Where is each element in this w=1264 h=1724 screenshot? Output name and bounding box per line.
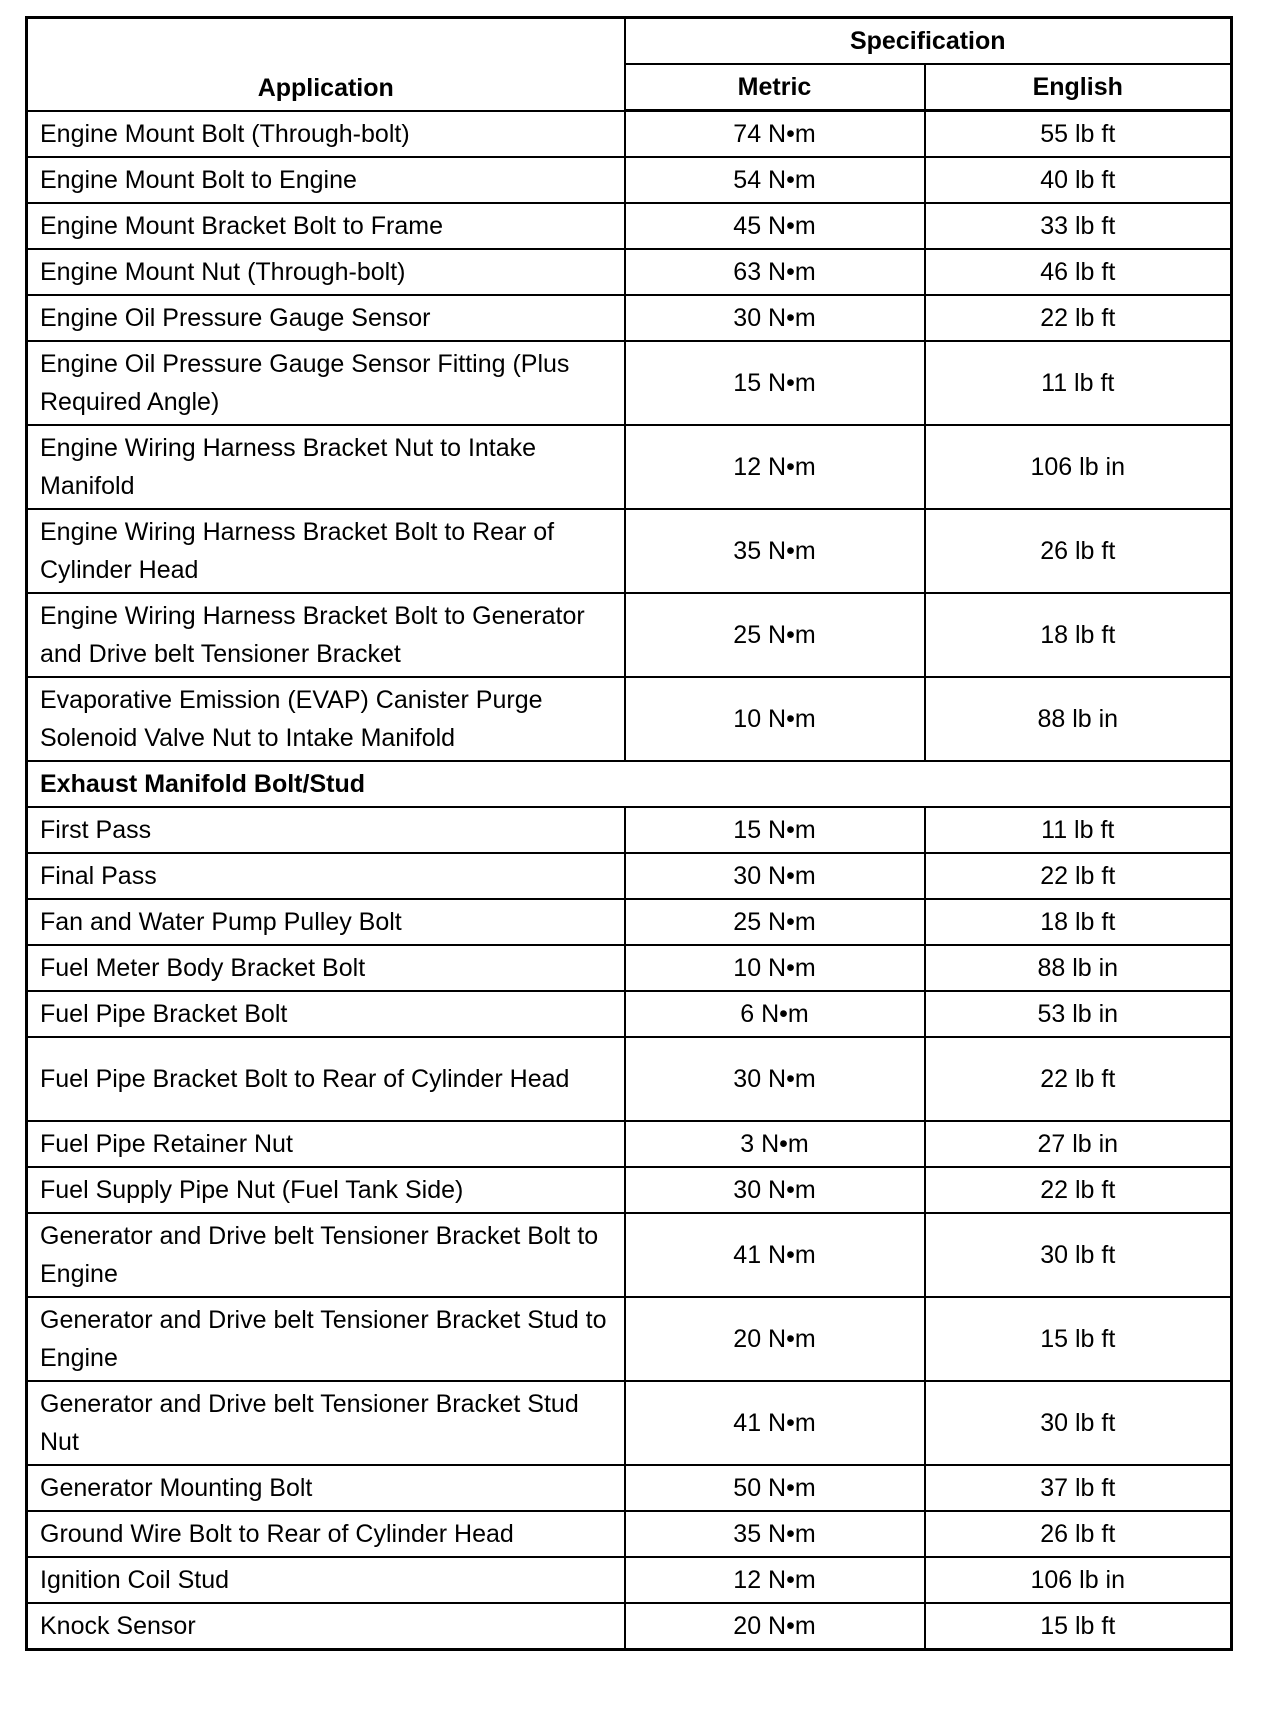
header-row: [27, 18, 1232, 65]
application-cell: First Pass: [27, 807, 625, 853]
english-header: English: [925, 64, 1232, 111]
english-cell: 46 lb ft: [925, 249, 1232, 295]
table-row: [27, 1557, 1232, 1603]
metric-cell: 20 N•m: [625, 1297, 925, 1381]
english-cell: 22 lb ft: [925, 1167, 1232, 1213]
specification-header: Specification: [625, 18, 1232, 65]
application-cell: Fan and Water Pump Pulley Bolt: [27, 899, 625, 945]
table-row: [27, 677, 1232, 761]
metric-cell: 3 N•m: [625, 1121, 925, 1167]
english-cell: 26 lb ft: [925, 1511, 1232, 1557]
application-cell: Fuel Pipe Retainer Nut: [27, 1121, 625, 1167]
table-body: [27, 111, 1232, 1650]
application-cell: Engine Oil Pressure Gauge Sensor: [27, 295, 625, 341]
application-cell: Engine Wiring Harness Bracket Bolt to Generator and Drive belt Tensioner Bracket: [27, 593, 625, 677]
application-cell: Fuel Meter Body Bracket Bolt: [27, 945, 625, 991]
table-row: [27, 1037, 1232, 1121]
metric-cell: 41 N•m: [625, 1213, 925, 1297]
table-row: [27, 1167, 1232, 1213]
english-cell: 55 lb ft: [925, 111, 1232, 158]
application-cell: Engine Oil Pressure Gauge Sensor Fitting (Plus Required Angle): [27, 341, 625, 425]
application-cell: Generator Mounting Bolt: [27, 1465, 625, 1511]
metric-header: Metric: [625, 64, 925, 111]
metric-cell: 20 N•m: [625, 1603, 925, 1650]
english-cell: 18 lb ft: [925, 593, 1232, 677]
metric-cell: 12 N•m: [625, 1557, 925, 1603]
metric-cell: 41 N•m: [625, 1381, 925, 1465]
table-row: [27, 111, 1232, 158]
english-cell: 22 lb ft: [925, 1037, 1232, 1121]
torque-spec-table: [25, 16, 1233, 1651]
metric-cell: 45 N•m: [625, 203, 925, 249]
table-row: [27, 1213, 1232, 1297]
english-cell: 22 lb ft: [925, 295, 1232, 341]
section-title: Exhaust Manifold Bolt/Stud: [27, 761, 1232, 807]
english-cell: 30 lb ft: [925, 1213, 1232, 1297]
english-cell: 106 lb in: [925, 425, 1232, 509]
metric-cell: 15 N•m: [625, 807, 925, 853]
english-cell: 30 lb ft: [925, 1381, 1232, 1465]
metric-cell: 35 N•m: [625, 1511, 925, 1557]
section-row: [27, 761, 1232, 807]
application-cell: Fuel Pipe Bracket Bolt: [27, 991, 625, 1037]
application-cell: Knock Sensor: [27, 1603, 625, 1650]
english-cell: 88 lb in: [925, 945, 1232, 991]
application-cell: Engine Mount Bracket Bolt to Frame: [27, 203, 625, 249]
application-cell: Fuel Supply Pipe Nut (Fuel Tank Side): [27, 1167, 625, 1213]
english-cell: 106 lb in: [925, 1557, 1232, 1603]
metric-cell: 10 N•m: [625, 945, 925, 991]
table-row: [27, 945, 1232, 991]
english-cell: 15 lb ft: [925, 1603, 1232, 1650]
metric-cell: 25 N•m: [625, 899, 925, 945]
table-row: [27, 899, 1232, 945]
table-row: [27, 1297, 1232, 1381]
metric-cell: 30 N•m: [625, 295, 925, 341]
metric-cell: 30 N•m: [625, 1167, 925, 1213]
metric-cell: 25 N•m: [625, 593, 925, 677]
metric-cell: 6 N•m: [625, 991, 925, 1037]
english-cell: 37 lb ft: [925, 1465, 1232, 1511]
metric-cell: 50 N•m: [625, 1465, 925, 1511]
table-row: [27, 1465, 1232, 1511]
english-cell: 22 lb ft: [925, 853, 1232, 899]
application-header: Application: [27, 18, 625, 111]
metric-cell: 63 N•m: [625, 249, 925, 295]
table-row: [27, 1121, 1232, 1167]
table-row: [27, 425, 1232, 509]
table-row: [27, 853, 1232, 899]
english-cell: 33 lb ft: [925, 203, 1232, 249]
application-cell: Engine Mount Bolt to Engine: [27, 157, 625, 203]
table-row: [27, 991, 1232, 1037]
metric-cell: 12 N•m: [625, 425, 925, 509]
english-cell: 27 lb in: [925, 1121, 1232, 1167]
table-row: [27, 1381, 1232, 1465]
application-cell: Generator and Drive belt Tensioner Bracket Stud to Engine: [27, 1297, 625, 1381]
english-cell: 53 lb in: [925, 991, 1232, 1037]
application-cell: Engine Mount Nut (Through-bolt): [27, 249, 625, 295]
table-row: [27, 249, 1232, 295]
table-row: [27, 157, 1232, 203]
table-header: [27, 18, 1232, 111]
application-cell: Evaporative Emission (EVAP) Canister Purge Solenoid Valve Nut to Intake Manifold: [27, 677, 625, 761]
table-row: [27, 593, 1232, 677]
english-cell: 11 lb ft: [925, 341, 1232, 425]
metric-cell: 10 N•m: [625, 677, 925, 761]
english-cell: 26 lb ft: [925, 509, 1232, 593]
table-row: [27, 203, 1232, 249]
metric-cell: 15 N•m: [625, 341, 925, 425]
table-row: [27, 807, 1232, 853]
english-cell: 40 lb ft: [925, 157, 1232, 203]
application-cell: Engine Wiring Harness Bracket Bolt to Rear of Cylinder Head: [27, 509, 625, 593]
english-cell: 11 lb ft: [925, 807, 1232, 853]
metric-cell: 74 N•m: [625, 111, 925, 158]
application-cell: Ignition Coil Stud: [27, 1557, 625, 1603]
english-cell: 15 lb ft: [925, 1297, 1232, 1381]
table-row: [27, 509, 1232, 593]
table-row: [27, 295, 1232, 341]
metric-cell: 54 N•m: [625, 157, 925, 203]
application-cell: Generator and Drive belt Tensioner Bracket Bolt to Engine: [27, 1213, 625, 1297]
application-cell: Generator and Drive belt Tensioner Bracket Stud Nut: [27, 1381, 625, 1465]
application-cell: Engine Mount Bolt (Through-bolt): [27, 111, 625, 158]
table-row: [27, 341, 1232, 425]
application-cell: Fuel Pipe Bracket Bolt to Rear of Cylinder Head: [27, 1037, 625, 1121]
metric-cell: 35 N•m: [625, 509, 925, 593]
application-cell: Ground Wire Bolt to Rear of Cylinder Head: [27, 1511, 625, 1557]
application-cell: Final Pass: [27, 853, 625, 899]
metric-cell: 30 N•m: [625, 1037, 925, 1121]
table-row: [27, 1511, 1232, 1557]
english-cell: 18 lb ft: [925, 899, 1232, 945]
english-cell: 88 lb in: [925, 677, 1232, 761]
metric-cell: 30 N•m: [625, 853, 925, 899]
table-row: [27, 1603, 1232, 1650]
application-cell: Engine Wiring Harness Bracket Nut to Intake Manifold: [27, 425, 625, 509]
